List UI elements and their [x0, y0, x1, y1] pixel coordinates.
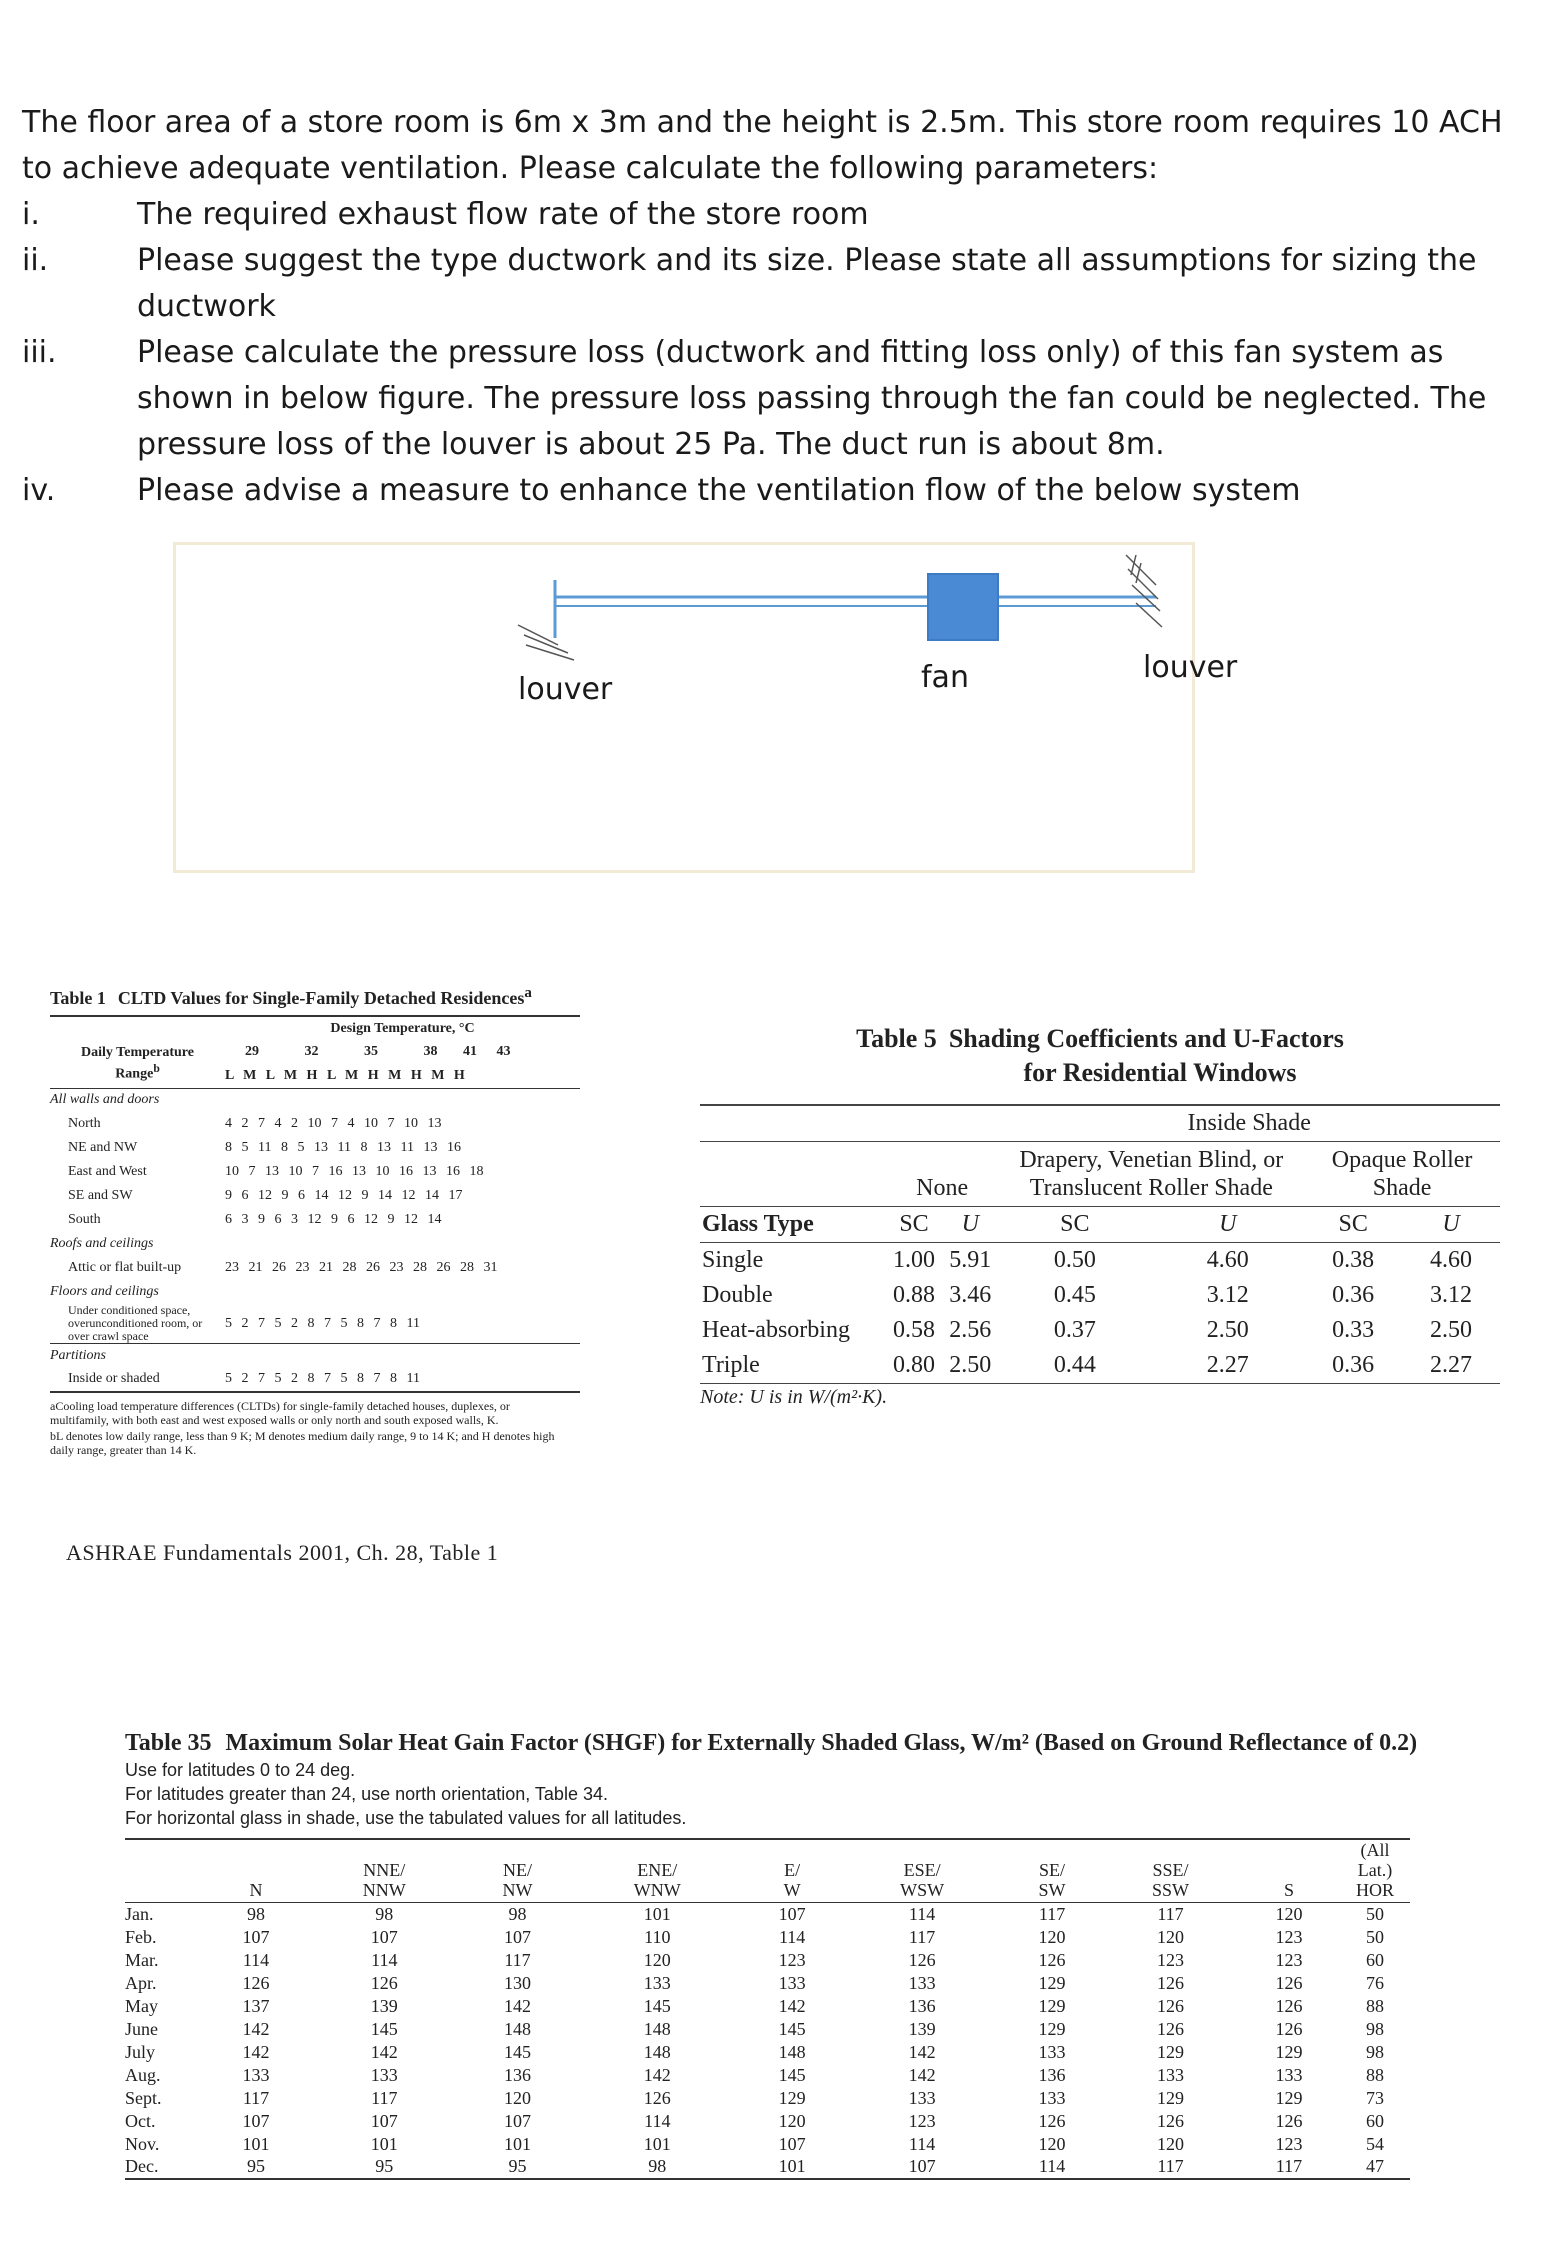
- value: 101: [504, 2133, 532, 2154]
- table35-sub-3: For horizontal glass in shade, use the tabulated values for all latitudes.: [125, 1808, 687, 1828]
- value: 142: [643, 2064, 671, 2085]
- value: 120: [1156, 1926, 1184, 1947]
- month: June: [125, 2018, 158, 2039]
- question-block: [22, 100, 1522, 514]
- month: Dec.: [125, 2156, 205, 2179]
- value: 98: [246, 1903, 265, 1924]
- value: 145: [504, 2041, 532, 2062]
- month: Sept.: [125, 2087, 162, 2108]
- table5-shading: [700, 1022, 1500, 1409]
- value: 117: [242, 2087, 270, 2108]
- item-text: Please calculate the pressure loss (ductwork and fitting loss only) of this fan system as shown in below figure. The pressure loss passing through the fan could be neglected. The pressure loss of the louver is about 25 Pa. The duct run is about 8m.: [137, 335, 1487, 462]
- value: 120: [1156, 2133, 1184, 2154]
- row-name: Under conditioned space, overunconditioned room, or over crawl space: [68, 1303, 203, 1343]
- value: 101: [370, 2133, 398, 2154]
- value: 130: [504, 1972, 532, 1993]
- value: 117: [1157, 1903, 1184, 1924]
- left-louver-hatch: [518, 625, 574, 660]
- value: 114: [1001, 2156, 1103, 2179]
- month: July: [125, 2041, 156, 2062]
- value: 95: [462, 2156, 574, 2179]
- value: 2.56: [949, 1317, 992, 1343]
- value: 126: [370, 1972, 398, 1993]
- temp-35: 35: [364, 1044, 378, 1059]
- row-values: 9 6 12 9 6 14 12 9 14 12 14 17: [225, 1188, 463, 1203]
- table-row: [125, 2133, 1410, 2156]
- right-louver-label: louver: [1143, 650, 1238, 685]
- col-head-l1: SE/: [1039, 1860, 1066, 1880]
- row-values: 6 3 9 6 3 12 9 6 12 9 12 14: [225, 1212, 442, 1227]
- value: 114: [644, 2110, 671, 2131]
- value: 60: [1366, 1949, 1384, 1970]
- month: Apr.: [125, 1972, 157, 1993]
- col-head-l1: (All Lat.): [1357, 1840, 1393, 1880]
- value: 133: [908, 1972, 936, 1993]
- value: 126: [1275, 1972, 1303, 1993]
- table-row: [125, 2018, 1410, 2041]
- sc-header: SC: [886, 1207, 942, 1243]
- value: 126: [908, 1949, 936, 1970]
- value: 0.50: [1053, 1247, 1096, 1273]
- month: Jan.: [125, 1903, 154, 1924]
- value: 126: [1275, 2018, 1303, 2039]
- temp-38: 38: [423, 1044, 438, 1059]
- fan-box: [928, 574, 998, 640]
- table35-sub-2: For latitudes greater than 24, use north orientation, Table 34.: [125, 1784, 608, 1804]
- value: 114: [371, 1949, 398, 1970]
- value: 136: [1038, 2064, 1066, 2085]
- table5-grid: [700, 1104, 1500, 1384]
- value: 0.80: [886, 1348, 942, 1384]
- duct-system-svg: [176, 545, 1192, 870]
- table-row: [700, 1278, 1500, 1313]
- section-roofs: Roofs and ceilings: [50, 1236, 154, 1251]
- value: 133: [1275, 2064, 1303, 2085]
- value: 114: [242, 1949, 270, 1970]
- design-temp-header: Design Temperature, °C: [225, 1016, 580, 1040]
- left-louver-label: louver: [518, 672, 613, 707]
- value: 126: [1156, 1972, 1184, 1993]
- value: 114: [778, 1926, 806, 1947]
- value: 142: [242, 2018, 270, 2039]
- value: 0.38: [1332, 1247, 1375, 1273]
- value: 114: [908, 1903, 936, 1924]
- value: 117: [1238, 2156, 1340, 2179]
- value: 117: [1103, 2156, 1238, 2179]
- row-values: 23 21 26 23 21 28 26 23 28 26 28 31: [225, 1260, 498, 1275]
- value: 139: [908, 2018, 936, 2039]
- value: 117: [908, 1926, 936, 1947]
- item-text: The required exhaust flow rate of the store room: [137, 197, 869, 232]
- value: 107: [242, 1926, 270, 1947]
- row-name: Attic or flat built-up: [68, 1260, 182, 1275]
- question-item-2: [22, 238, 1522, 330]
- col-head-l2: N: [249, 1880, 263, 1900]
- month: Nov.: [125, 2133, 160, 2154]
- value: 0.36: [1304, 1348, 1402, 1384]
- table1-title: CLTD Values for Single-Family Detached Residences: [117, 988, 525, 1008]
- row-name: SE and SW: [68, 1188, 133, 1203]
- item-number: iv.: [22, 473, 56, 508]
- value: 133: [778, 1972, 806, 1993]
- table35-shgf: [125, 1728, 1425, 2180]
- value: 142: [908, 2064, 936, 2085]
- value: 107: [242, 2110, 270, 2131]
- glass-type: Heat-absorbing: [702, 1317, 850, 1343]
- value: 126: [643, 2087, 671, 2108]
- col-head-l2: SSW: [1151, 1880, 1189, 1900]
- value: 0.37: [1053, 1317, 1096, 1343]
- value: 133: [1038, 2087, 1066, 2108]
- table-row: [700, 1313, 1500, 1348]
- value: 126: [1038, 1949, 1066, 1970]
- value: 54: [1366, 2133, 1384, 2154]
- range-sup: b: [153, 1061, 160, 1075]
- value: 129: [1275, 2087, 1303, 2108]
- u-header: U: [1402, 1207, 1500, 1243]
- table5-caption: [700, 1022, 1500, 1090]
- value: 95: [205, 2156, 307, 2179]
- value: 0.44: [998, 1348, 1151, 1384]
- table1-cltd: [50, 985, 580, 1457]
- value: 126: [1156, 1995, 1184, 2016]
- table-row: [125, 2087, 1410, 2110]
- value: 101: [643, 2133, 671, 2154]
- value: 137: [242, 1995, 270, 2016]
- question-item-1: [22, 192, 1522, 238]
- row-values: 5 2 7 5 2 8 7 5 8 7 8 11: [225, 1368, 580, 1392]
- value: 123: [1275, 2133, 1303, 2154]
- value: 120: [778, 2110, 806, 2131]
- table35-sub-1: Use for latitudes 0 to 24 deg.: [125, 1760, 356, 1780]
- value: 142: [370, 2041, 398, 2062]
- value: 123: [908, 2110, 936, 2131]
- range-label: Range: [115, 1066, 154, 1082]
- col-head-l1: SSE/: [1152, 1860, 1189, 1880]
- col-head-l1: E/: [784, 1860, 801, 1880]
- value: 107: [370, 1926, 398, 1947]
- item-text: Please advise a measure to enhance the ventilation flow of the below system: [137, 473, 1301, 508]
- table-row: [125, 1949, 1410, 1972]
- table1-label: Table 1: [50, 988, 106, 1008]
- value: 98: [508, 1903, 527, 1924]
- value: 0.45: [1053, 1282, 1096, 1308]
- col-head-l1: NE/: [503, 1860, 533, 1880]
- right-louver-hatch: [1126, 555, 1162, 627]
- value: 133: [242, 2064, 270, 2085]
- value: 2.50: [942, 1348, 998, 1384]
- question-item-4: [22, 468, 1522, 514]
- value: 117: [504, 1949, 531, 1970]
- month: Aug.: [125, 2064, 161, 2085]
- value: 126: [1038, 2110, 1066, 2131]
- item-number: ii.: [22, 243, 49, 278]
- col-head-l2: NNW: [362, 1880, 406, 1900]
- value: 136: [504, 2064, 532, 2085]
- col-opaque: Opaque Roller Shade: [1304, 1142, 1500, 1207]
- table-row: [125, 2156, 1410, 2179]
- value: 4.60: [1206, 1247, 1249, 1273]
- table-row: [125, 1972, 1410, 1995]
- value: 3.46: [949, 1282, 992, 1308]
- value: 142: [504, 1995, 532, 2016]
- table1-source: ASHRAE Fundamentals 2001, Ch. 28, Table 1: [66, 1540, 499, 1565]
- glass-type: Double: [702, 1282, 773, 1308]
- table35-label: Table 35: [125, 1730, 212, 1756]
- value: 101: [242, 2133, 270, 2154]
- value: 0.58: [893, 1317, 935, 1343]
- col-head-l2: SW: [1038, 1880, 1066, 1900]
- value: 107: [778, 2133, 806, 2154]
- value: 142: [778, 1995, 806, 2016]
- col-head-l2: HOR: [1355, 1880, 1394, 1900]
- row-values: 5 2 7 5 2 8 7 5 8 7 8 11: [225, 1315, 420, 1331]
- month: Feb.: [125, 1926, 157, 1947]
- value: 3.12: [1206, 1282, 1249, 1308]
- value: 50: [1366, 1926, 1384, 1947]
- table-row: [125, 2041, 1410, 2064]
- value: 76: [1366, 1972, 1384, 1993]
- table-row: [700, 1243, 1500, 1279]
- section-floors: Floors and ceilings: [50, 1284, 159, 1299]
- value: 117: [1038, 1903, 1066, 1924]
- month: May: [125, 1995, 158, 2016]
- sc-header: SC: [1304, 1207, 1402, 1243]
- value: 148: [643, 2041, 671, 2062]
- col-drapery: Drapery, Venetian Blind, or Translucent Roller Shade: [998, 1142, 1304, 1207]
- value: 3.12: [1430, 1282, 1473, 1308]
- value: 145: [643, 1995, 671, 2016]
- value: 145: [778, 2064, 806, 2085]
- value: 98: [1366, 2041, 1384, 2062]
- value: 107: [504, 1926, 532, 1947]
- col-head-l1: NNE/: [363, 1860, 406, 1880]
- table-row: [125, 2110, 1410, 2133]
- value: 133: [643, 1972, 671, 1993]
- glass-type-header: Glass Type: [700, 1207, 886, 1243]
- table1-footnote-b: bL denotes low daily range, less than 9 K; M denotes medium daily range, 9 to 14 K; and H denotes high daily range, greater than 14 K.: [50, 1428, 555, 1457]
- value: 2.27: [1151, 1348, 1304, 1384]
- value: 110: [644, 1926, 671, 1947]
- value: 123: [1275, 1949, 1303, 1970]
- value: 101: [643, 1903, 671, 1924]
- value: 129: [1275, 2041, 1303, 2062]
- question-item-3: [22, 330, 1522, 468]
- col-head-l2: WSW: [900, 1880, 945, 1900]
- value: 126: [1156, 2018, 1184, 2039]
- row-name: South: [68, 1212, 101, 1227]
- table-row: [125, 1903, 1410, 1926]
- inside-shade-header: Inside Shade: [998, 1105, 1500, 1142]
- value: 142: [908, 2041, 936, 2062]
- value: 148: [504, 2018, 532, 2039]
- value: 107: [778, 1903, 806, 1924]
- glass-type: Single: [702, 1247, 764, 1273]
- value: 126: [1275, 1995, 1303, 2016]
- table35-title: Maximum Solar Heat Gain Factor (SHGF) for Externally Shaded Glass, W/m² (Based on Ground Reflectance of 0.2): [225, 1730, 1418, 1756]
- table5-note: Note: U is in W/(m²·K).: [700, 1386, 888, 1408]
- temp-41: 41: [463, 1044, 477, 1059]
- value: 123: [1156, 1949, 1184, 1970]
- value: 120: [643, 1949, 671, 1970]
- col-head-l1: ENE/: [637, 1860, 678, 1880]
- value: 148: [643, 2018, 671, 2039]
- value: 133: [908, 2087, 936, 2108]
- col-none: None: [886, 1142, 999, 1207]
- value: 1.00: [893, 1247, 935, 1273]
- value: 133: [1156, 2064, 1184, 2085]
- value: 120: [1038, 2133, 1066, 2154]
- table5-title-1: Shading Coefficients and U-Factors: [948, 1024, 1344, 1053]
- value: 123: [1275, 1926, 1303, 1947]
- col-head-l2: NW: [502, 1880, 533, 1900]
- value: 129: [778, 2087, 806, 2108]
- col-head-l1: ESE/: [903, 1860, 941, 1880]
- value: 145: [778, 2018, 806, 2039]
- table1-title-sup: a: [524, 985, 532, 1001]
- value: 2.50: [1206, 1317, 1249, 1343]
- table5-title-2: for Residential Windows: [1023, 1058, 1297, 1087]
- row-values: 4 2 7 4 2 10 7 4 10 7 10 13: [225, 1116, 442, 1131]
- value: 4.60: [1430, 1247, 1473, 1273]
- sc-header: SC: [998, 1207, 1151, 1243]
- item-number: iii.: [22, 335, 57, 370]
- temp-29: 29: [245, 1044, 259, 1059]
- value: 50: [1366, 1903, 1384, 1924]
- section-walls: All walls and doors: [50, 1088, 580, 1112]
- value: 120: [504, 2087, 532, 2108]
- value: 129: [1038, 1972, 1066, 1993]
- value: 120: [1038, 1926, 1066, 1947]
- col-head-l2: WNW: [633, 1880, 681, 1900]
- value: 126: [1275, 2110, 1303, 2131]
- table1-grid: [50, 1015, 580, 1393]
- question-intro: The floor area of a store room is 6m x 3m and the height is 2.5m. This store room requires 10 ACH to achieve adequate ventilation. Please calculate the following parameters:: [22, 105, 1503, 186]
- value: 98: [375, 1903, 394, 1924]
- value: 136: [908, 1995, 936, 2016]
- value: 98: [1366, 2018, 1384, 2039]
- value: 2.50: [1430, 1317, 1473, 1343]
- table1-caption: [50, 985, 580, 1009]
- table-row: [125, 1995, 1410, 2018]
- value: 95: [307, 2156, 462, 2179]
- u-header: U: [1151, 1207, 1304, 1243]
- value: 2.27: [1402, 1348, 1500, 1384]
- row-name: North: [68, 1116, 101, 1131]
- value: 145: [370, 2018, 398, 2039]
- value: 101: [741, 2156, 843, 2179]
- row-values: 10 7 13 10 7 16 13 10 16 13 16 18: [225, 1164, 484, 1179]
- row-name: East and West: [68, 1164, 147, 1179]
- row-name: NE and NW: [68, 1140, 138, 1155]
- value: 107: [504, 2110, 532, 2131]
- lmh-header: L M L M H L M H M H M H: [225, 1067, 465, 1083]
- fan-label: fan: [921, 660, 969, 695]
- value: 98: [573, 2156, 741, 2179]
- item-number: i.: [22, 197, 40, 232]
- value: 123: [778, 1949, 806, 1970]
- value: 129: [1038, 1995, 1066, 2016]
- table35-grid: [125, 1838, 1410, 2180]
- temp-43: 43: [496, 1044, 511, 1059]
- value: 120: [1275, 1903, 1303, 1924]
- value: 73: [1366, 2087, 1384, 2108]
- table-row: [125, 2064, 1410, 2087]
- value: 133: [370, 2064, 398, 2085]
- value: 139: [370, 1995, 398, 2016]
- table35-caption: [125, 1728, 1425, 1758]
- value: 0.88: [893, 1282, 935, 1308]
- value: 107: [370, 2110, 398, 2131]
- value: 129: [1156, 2087, 1184, 2108]
- col-head-l2: W: [783, 1880, 801, 1900]
- item-text: Please suggest the type ductwork and its size. Please state all assumptions for sizing the ductwork: [137, 243, 1477, 324]
- table-row: [125, 1926, 1410, 1949]
- temp-32: 32: [304, 1044, 319, 1059]
- row-name: Inside or shaded: [50, 1368, 225, 1392]
- table1-footnote-a: aCooling load temperature differences (CLTDs) for single-family detached houses, duplexes, or multifamily, with both east and west exposed walls or only north and south exposed walls, K.: [50, 1398, 510, 1427]
- section-partitions: Partitions: [50, 1344, 580, 1368]
- value: 148: [778, 2041, 806, 2062]
- value: 142: [242, 2041, 270, 2062]
- duct-system-diagram: [173, 542, 1238, 873]
- glass-type: Triple: [700, 1348, 886, 1384]
- value: 0.33: [1332, 1317, 1375, 1343]
- month: Mar.: [125, 1949, 159, 1970]
- value: 129: [1038, 2018, 1066, 2039]
- daily-range-label: Daily Temperature: [81, 1044, 194, 1060]
- value: 114: [908, 2133, 936, 2154]
- value: 126: [1156, 2110, 1184, 2131]
- table-row: [700, 1348, 1500, 1384]
- value: 107: [843, 2156, 1001, 2179]
- value: 47: [1340, 2156, 1410, 2179]
- row-values: 8 5 11 8 5 13 11 8 13 11 13 16: [225, 1140, 461, 1155]
- value: 117: [371, 2087, 398, 2108]
- value: 88: [1366, 1995, 1384, 2016]
- value: 0.36: [1332, 1282, 1375, 1308]
- table5-label: Table 5: [856, 1024, 937, 1053]
- value: 5.91: [949, 1247, 992, 1273]
- value: 133: [1038, 2041, 1066, 2062]
- value: 88: [1366, 2064, 1384, 2085]
- value: 129: [1156, 2041, 1184, 2062]
- month: Oct.: [125, 2110, 156, 2131]
- value: 60: [1366, 2110, 1384, 2131]
- col-head-l2: S: [1283, 1880, 1294, 1900]
- u-header: U: [942, 1207, 998, 1243]
- value: 126: [242, 1972, 270, 1993]
